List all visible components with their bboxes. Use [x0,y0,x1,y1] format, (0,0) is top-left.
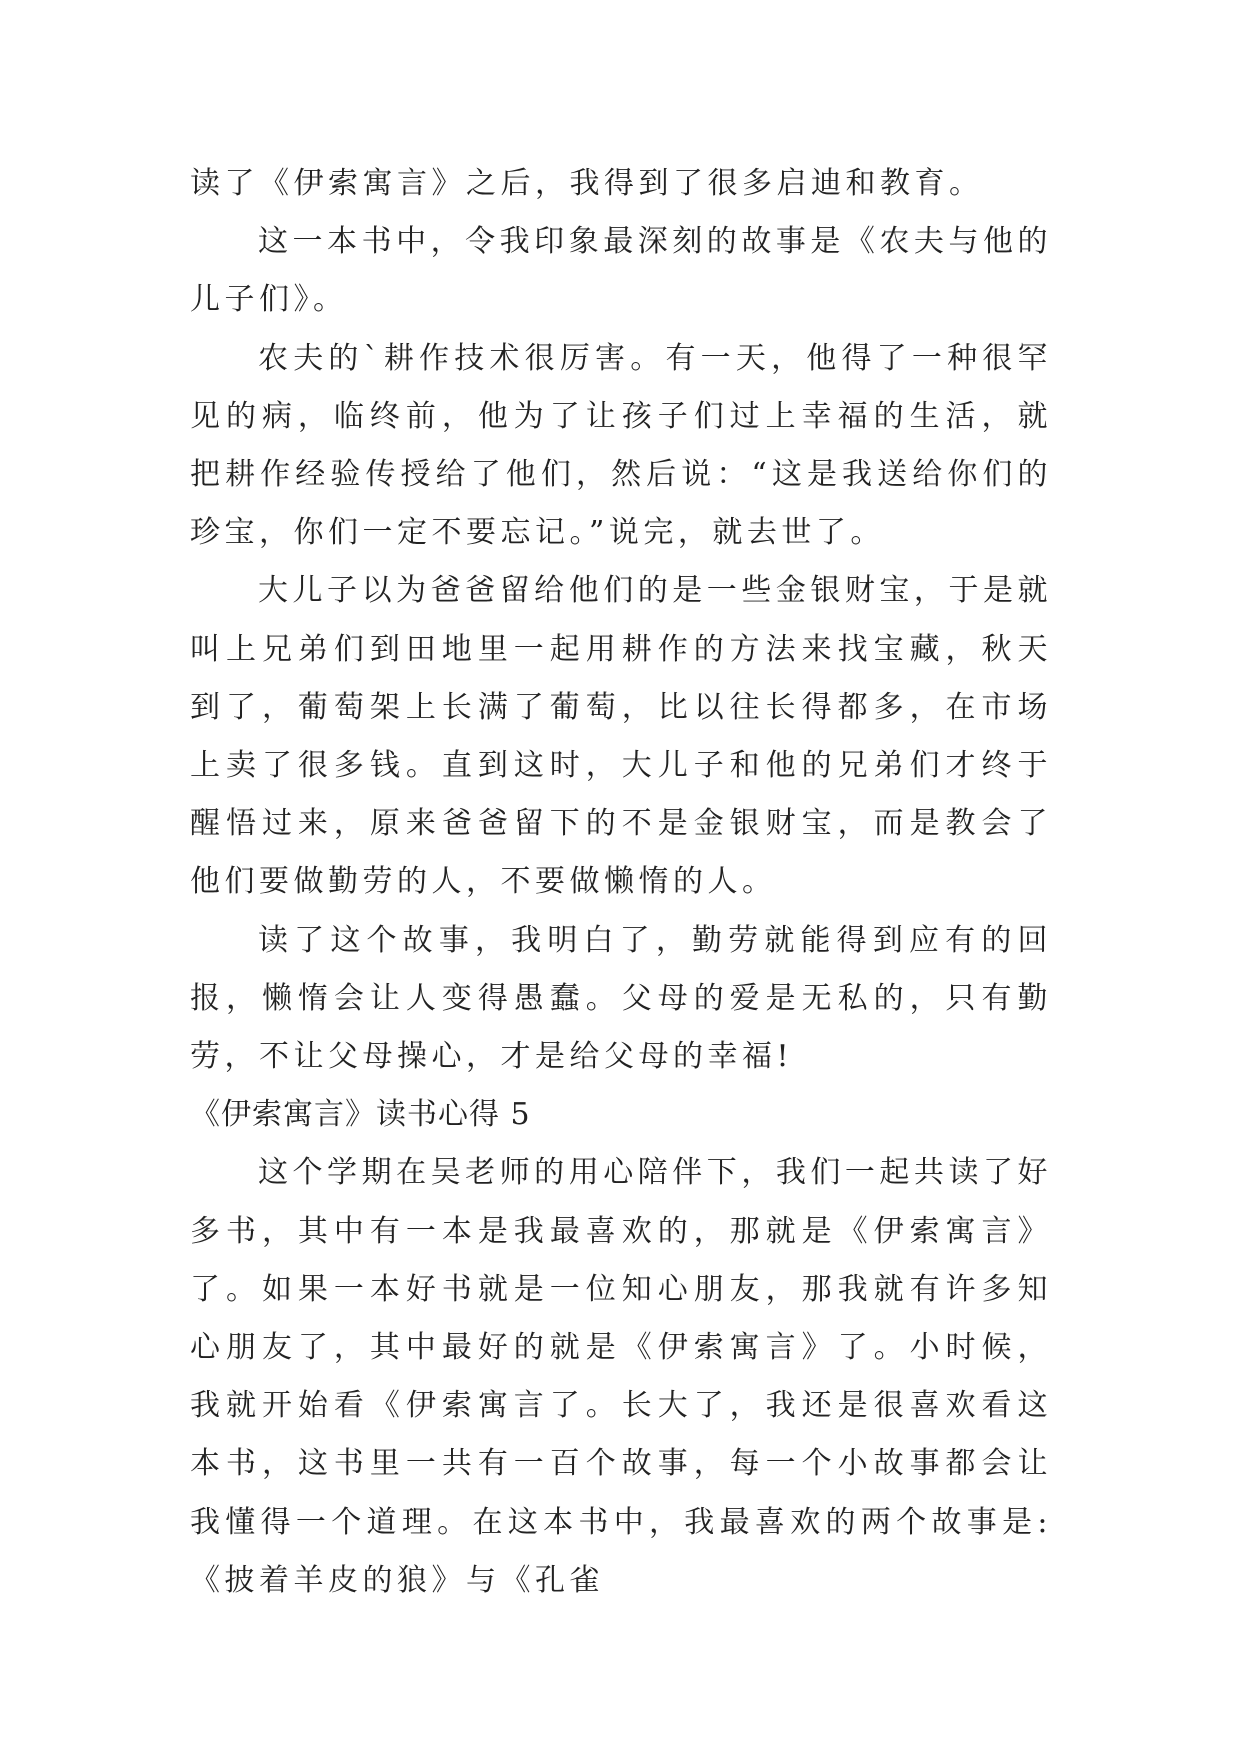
paragraph-favorite-story: 这一本书中，令我印象最深刻的故事是《农夫与他的儿子们》。 [190,224,1052,318]
paragraph-farmer: 农夫的`耕作技术很厉害。有一天，他得了一种很罕见的病，临终前，他为了让孩子们过上幸福的生活，就把耕作经验传授给了他们，然后说：“这是我送给你们的珍宝，你们一定不要忘记。”说完，就去世了。 [190,340,1052,551]
paragraph-sons: 大儿子以为爸爸留给他们的是一些金银财宝，于是就叫上兄弟们到田地里一起用耕作的方法来找宝藏，秋天到了，葡萄架上长满了葡萄，比以往长得都多，在市场上卖了很多钱。直到这时，大儿子和他的兄弟们才终于醒悟过来，原来爸爸留下的不是金银财宝，而是教会了他们要做勤劳的人，不要做懒惰的人。 [190,573,1052,900]
paragraph-section-5: 这个学期在吴老师的用心陪伴下，我们一起共读了好多书，其中有一本是我最喜欢的，那就是《伊索寓言》了。如果一本好书就是一位知心朋友，那我就有许多知心朋友了，其中最好的就是《伊索寓言》了。小时候，我就开始看《伊索寓言了。长大了，我还是很喜欢看这本书，这书里一共有一百个故事，每一个小故事都会让我懂得一个道理。在这本书中，我最喜欢的两个故事是:《披着羊皮的狼》与《孔雀 [190,1155,1052,1598]
paragraph-intro: 读了《伊索寓言》之后，我得到了很多启迪和教育。 [190,166,984,201]
document-body [190,155,1052,1610]
section-heading: 《伊索寓言》读书心得 5 [190,1097,531,1133]
paragraph-lesson: 读了这个故事，我明白了，勤劳就能得到应有的回报，懒惰会让人变得愚蠢。父母的爱是无私的，只有勤劳，不让父母操心，才是给父母的幸福! [190,922,1052,1075]
